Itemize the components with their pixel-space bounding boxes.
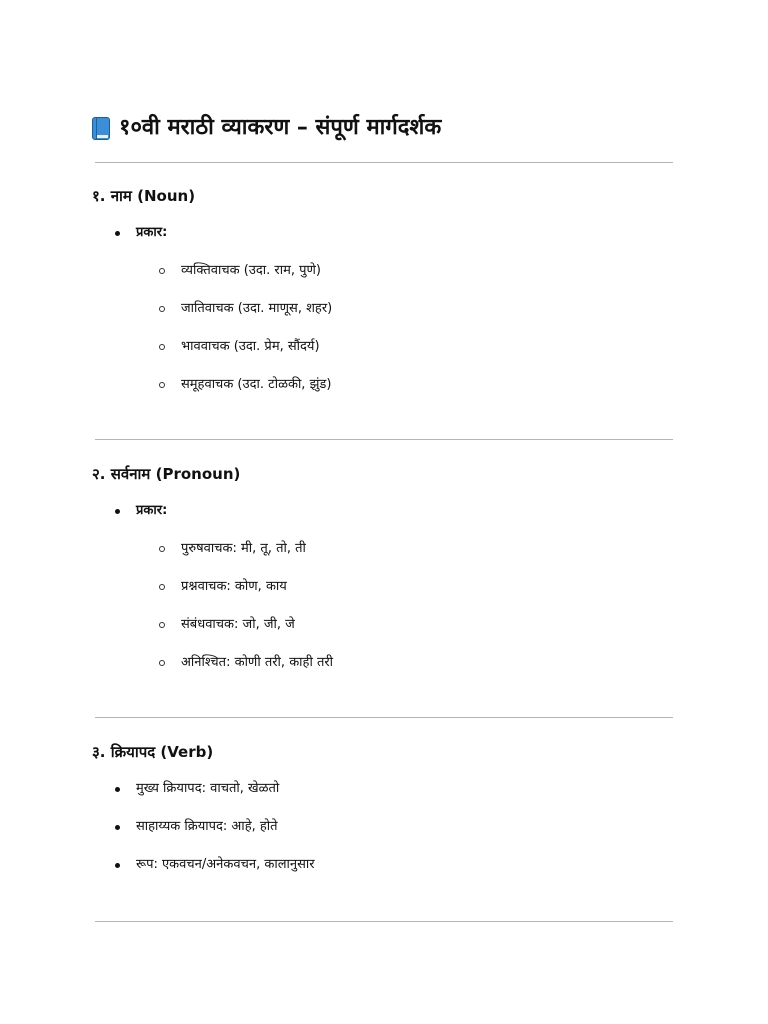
sub-list-item: जातिवाचक (उदा. माणूस, शहर): [92, 299, 692, 319]
divider: [95, 162, 673, 163]
list-item: साहाय्यक क्रियापद: आहे, होते: [92, 817, 692, 837]
section-verb: [92, 741, 692, 875]
list-item: मुख्य क्रियापद: वाचतो, खेळतो: [92, 779, 692, 799]
list-item-types-label: प्रकार:: [92, 223, 692, 243]
sub-list-item: पुरुषवाचक: मी, तू, तो, ती: [92, 539, 692, 559]
section-heading: १. नाम (Noun): [92, 187, 196, 205]
blue-book-icon: [92, 117, 110, 140]
page-title: [92, 112, 441, 144]
list-item-types-label: प्रकार:: [92, 501, 692, 521]
divider: [95, 439, 673, 440]
section-pronoun: [92, 463, 692, 673]
section-noun: [92, 185, 692, 395]
sub-list-item: समूहवाचक (उदा. टोळकी, झुंड): [92, 375, 692, 395]
sub-list-item: प्रश्नवाचक: कोण, काय: [92, 577, 692, 597]
sub-list-item: संबंधवाचक: जो, जी, जे: [92, 615, 692, 635]
section-heading: ३. क्रियापद (Verb): [92, 743, 214, 761]
sub-list-item: भाववाचक (उदा. प्रेम, सौंदर्य): [92, 337, 692, 357]
sub-list-item: व्यक्तिवाचक (उदा. राम, पुणे): [92, 261, 692, 281]
section-heading: २. सर्वनाम (Pronoun): [92, 465, 241, 483]
divider: [95, 921, 673, 922]
page-title-text: १०वी मराठी व्याकरण – संपूर्ण मार्गदर्शक: [119, 115, 442, 140]
divider: [95, 717, 673, 718]
sub-list-item: अनिश्चित: कोणी तरी, काही तरी: [92, 653, 692, 673]
list-item: रूप: एकवचन/अनेकवचन, कालानुसार: [92, 855, 692, 875]
